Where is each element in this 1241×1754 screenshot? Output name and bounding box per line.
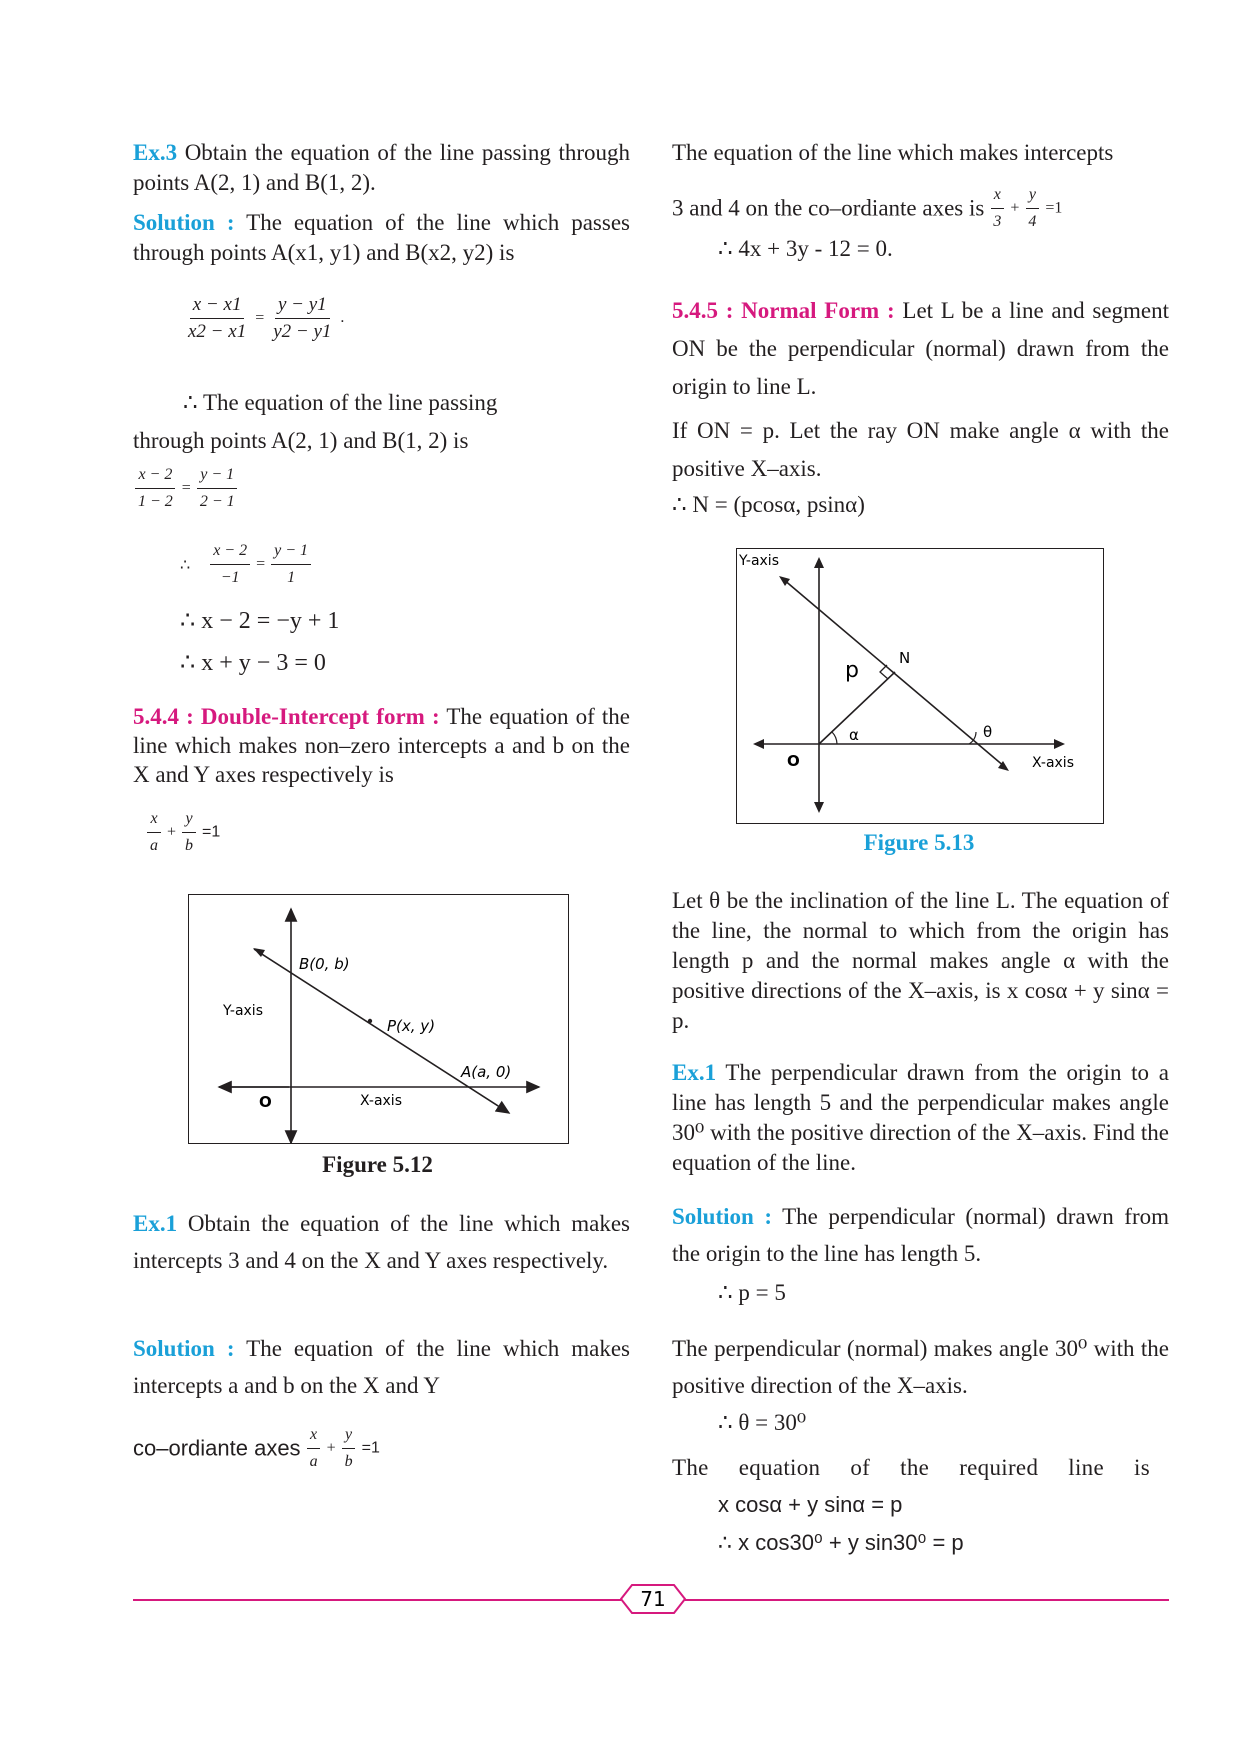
section-title-5-4-5: 5.4.5 : Normal Form : xyxy=(672,298,895,323)
solution-text: The equation of the line which passes through points A(x1, y1) and B(x2, y2) is xyxy=(133,210,630,265)
ex1-text-right: The perpendicular drawn from the origin to a line has length 5 and the perpendicular makes angle 30⁰ with the positive direction of the X–axis. Find the equation of the line. xyxy=(672,1060,1169,1175)
label-theta: θ xyxy=(983,723,993,741)
n-coordinates: ∴ N = (pcosα, psinα) xyxy=(672,492,865,517)
required-equation-2: ∴ x cos30⁰ + y sin30⁰ = p xyxy=(718,1530,964,1555)
required-line-text: The equation of the required line is xyxy=(672,1455,1150,1480)
step1-line-a: ∴ The equation of the line passing xyxy=(183,390,498,415)
intercept-line xyxy=(254,949,512,1113)
ex1-solution-left xyxy=(133,1330,630,1404)
fraction-b: ∴ $\frac{x - 2}{-1}$ = $\frac{y - 1}{1}$ xyxy=(180,538,313,591)
theta-equation: ∴ θ = 30⁰ xyxy=(718,1410,807,1435)
label-y-axis-513: Y-axis xyxy=(739,553,779,569)
p-equation: ∴ p = 5 xyxy=(718,1280,786,1305)
formula-den2: y2 − y1 xyxy=(273,321,332,342)
two-point-formula: $\frac{x - x1}{x2 - x1}$ = $\frac{y - y1}{y2 - y1}$ . xyxy=(183,292,344,345)
perpendicular-text: The perpendicular (normal) makes angle 30⁰ with the positive direction of the X–axis. xyxy=(672,1336,1169,1398)
normal-form-section xyxy=(672,292,1169,406)
ex1-problem-right xyxy=(672,1058,1169,1178)
alpha-arc xyxy=(832,732,837,744)
figure-5-12 xyxy=(188,894,569,1144)
solution-label-right: Solution : xyxy=(672,1204,772,1229)
label-alpha: α xyxy=(849,726,859,744)
page-number-badge xyxy=(620,1583,686,1615)
label-n: N xyxy=(899,649,911,667)
intercept-equation: $\frac{x}{a}$ + $\frac{y}{b}$ =1 xyxy=(145,806,220,859)
section-title-5-4-4: 5.4.4 : Double-Intercept form : xyxy=(133,704,440,729)
ex1-problem-left xyxy=(133,1205,630,1279)
label-origin: O xyxy=(259,1093,272,1111)
figure-5-12-caption: Figure 5.12 xyxy=(322,1152,433,1177)
fraction-a: $\frac{x - 2}{1 - 2}$ = $\frac{y - 1}{2 - 1}$ xyxy=(133,462,240,515)
solution-label: Solution : xyxy=(133,210,235,235)
formula-num2: y − y1 xyxy=(275,292,330,319)
ex1-solution-right xyxy=(672,1198,1169,1272)
ex3-label: Ex.3 xyxy=(133,140,178,165)
formula-end: . xyxy=(340,309,345,327)
solution2-label: Solution : xyxy=(133,1336,235,1361)
ray-text: If ON = p. Let the ray ON make angle α with the positive X–axis. xyxy=(672,418,1169,481)
label-x-axis: X-axis xyxy=(360,1093,402,1109)
step1-line-b: through points A(2, 1) and B(1, 2) is xyxy=(133,428,469,453)
required-equation-1: x cosα + y sinα = p xyxy=(718,1492,903,1517)
figure-5-12-diagram xyxy=(189,895,568,1143)
footer-rule-right xyxy=(685,1599,1169,1601)
label-x-axis-513: X-axis xyxy=(1032,755,1074,771)
point-p xyxy=(368,1019,372,1023)
label-p-513: p xyxy=(845,658,859,683)
ex1-label-left: Ex.1 xyxy=(133,1211,178,1236)
formula-num1: x − x1 xyxy=(190,292,245,319)
footer-rule-left xyxy=(133,1599,621,1601)
label-a: A(a, 0) xyxy=(461,1063,512,1081)
ex3-problem xyxy=(133,138,630,198)
result-34-equation: ∴ 4x + 3y - 12 = 0. xyxy=(718,236,893,261)
theta-inclination-text: Let θ be the inclination of the line L. The equation of the line, the normal to which from the origin has length p and the normal makes angle α with the positive directions of the X–axis, is x cosα + y sinα = p. xyxy=(672,888,1169,1033)
label-b: B(0, b) xyxy=(299,955,350,973)
coord-axes-equation: co–ordiante axes $\frac{x}{a}$ + $\frac{y}{b}$ =1 xyxy=(133,1422,380,1475)
ex1-label-right: Ex.1 xyxy=(672,1060,717,1085)
ex3-solution xyxy=(133,208,630,268)
left-column xyxy=(133,138,630,278)
label-y-axis: Y-axis xyxy=(223,1003,263,1019)
double-intercept-section xyxy=(133,702,630,789)
solution2-text: The equation of the line which makes intercepts a and b on the X and Y xyxy=(133,1336,630,1398)
page-number: 71 xyxy=(640,1587,666,1611)
section-text-5-4-4: The equation of the line which makes non–zero intercepts a and b on the X and Y axes respectively is xyxy=(133,704,630,787)
step2-equation: ∴ x − 2 = −y + 1 xyxy=(180,608,340,634)
figure-5-13-diagram xyxy=(737,549,1103,823)
solution-text-right: The perpendicular (normal) drawn from the origin to the line has length 5. xyxy=(672,1204,1170,1266)
ex1-text-left: Obtain the equation of the line which makes intercepts 3 and 4 on the X and Y axes respectively. xyxy=(133,1211,631,1273)
step3-equation: ∴ x + y − 3 = 0 xyxy=(180,650,326,676)
label-p: P(x, y) xyxy=(387,1017,436,1035)
label-origin-513: O xyxy=(787,752,800,770)
formula-den1: x2 − x1 xyxy=(188,321,247,342)
figure-5-13-caption: Figure 5.13 xyxy=(863,830,975,855)
section-text-5-4-5: Let L be a line and segment ON be the perpendicular (normal) drawn from the origin to line L. xyxy=(672,298,1170,399)
figure-5-13 xyxy=(736,548,1104,824)
intercept-34-equation: 3 and 4 on the co–ordiante axes is $\frac{x}{3}$ + $\frac{y}{4}$ =1 xyxy=(672,182,1062,235)
right-intro: The equation of the line which makes intercepts xyxy=(672,140,1114,165)
ex3-text: Obtain the equation of the line passing through points A(2, 1) and B(1, 2). xyxy=(133,140,630,195)
